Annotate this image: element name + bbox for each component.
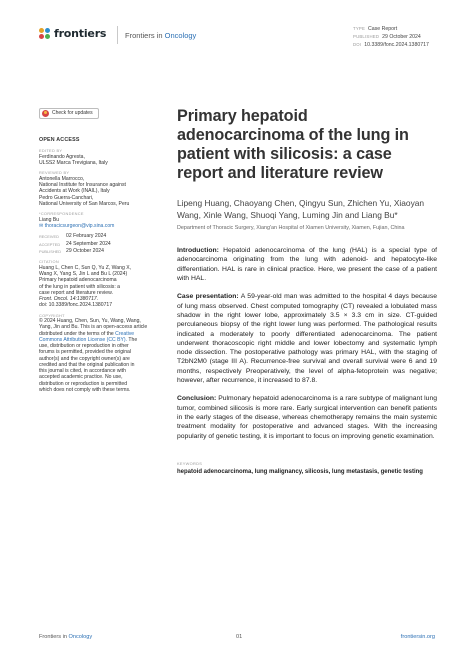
meta-doi[interactable]: DOI 10.3389/fonc.2024.1380717 xyxy=(353,42,429,49)
edited-line: ULSS2 Marca Trevigiana, Italy xyxy=(39,160,108,167)
copyright-line: © 2024 Huang, Chen, Sun, Yu, Wang, Wang, xyxy=(39,318,141,325)
footer-journal[interactable]: Frontiers in Oncology xyxy=(39,634,93,640)
reviewer-line: National Institute for Insurance against xyxy=(39,182,126,189)
frontiers-logo-icon xyxy=(39,28,51,40)
copyright-line: credited and that the original publication in xyxy=(39,361,135,368)
journal-name[interactable] xyxy=(125,31,196,40)
published-date: PUBLISHED 29 October 2024 xyxy=(39,247,104,254)
open-access-label: OPEN ACCESS xyxy=(39,137,80,143)
citation-line: case report and literature review. xyxy=(39,289,113,296)
received-date: RECEIVED 02 February 2024 xyxy=(39,233,107,240)
citation-line: doi: 10.3389/fonc.2024.1380717 xyxy=(39,302,113,309)
meta-type: TYPE Case Report xyxy=(353,26,398,32)
crossmark-icon xyxy=(42,110,49,117)
page-number: 01 xyxy=(236,634,243,640)
abstract-text: A 59-year-old man was admitted to the hospital 4 days because of lung mass observed. Chest computed tomography (CT) revealed a lobulated mass shadow in the right lower lobe, approximately 3.5 × 3.3 cm in size. CT-guided perculaneous biopsy of the right lower lung was performed. The pathological results indicated a moderately to poorly differentiated adenocarcinoma. The patient underwent thoracoscopic right middle and lower lobectomy and systematic lymph node dissection. The postoperative pathology was primary HAL, with the staging of T2bN2M0 (stage III A). Recurrence-free survival and overall survival were 6 and 19 months, respectively Preoperatively, the level of alpha-fetoprotein was negative; however, after recurrence, it increased to 87.8. xyxy=(177,293,437,385)
article-sidebar xyxy=(39,108,161,393)
license-link[interactable]: Creative xyxy=(115,330,135,337)
abstract-heading: Introduction: xyxy=(177,247,219,255)
reviewer-line: Accidents at Work (INAIL), Italy xyxy=(39,188,110,195)
copyright-line: use, distribution or reproduction in other xyxy=(39,343,129,350)
copyright-line: distribution or reproduction is permitted xyxy=(39,380,128,387)
dates-block xyxy=(39,233,161,255)
abstract-conclusion xyxy=(177,394,437,440)
abstract-case xyxy=(177,292,437,385)
copyright-line: forums is permitted, provided the original xyxy=(39,349,132,356)
copyright-line: which does not comply with these terms. xyxy=(39,386,131,393)
page-header xyxy=(39,25,439,47)
reviewed-by-label: REVIEWED BY xyxy=(39,170,70,176)
copyright-label: COPYRIGHT xyxy=(39,312,65,318)
meta-published: PUBLISHED 29 October 2024 xyxy=(353,34,421,41)
article-title: Primary hepatoid adenocarcinoma of the lung in patient with silicosis: a case report and literature review xyxy=(177,107,409,182)
article-meta xyxy=(353,25,429,50)
accepted-date: ACCEPTED 24 September 2024 xyxy=(39,240,111,247)
page-footer xyxy=(39,634,435,644)
check-for-updates-button[interactable]: Check for updates xyxy=(39,108,99,119)
author-list: Lipeng Huang, Chaoyang Chen, Qingyu Sun, Zhichen Yu, Xiaoyan Wang, Xinle Wang, Shuoqi Yang, Luming Jin and Liang Bu* xyxy=(177,198,425,220)
copyright-line: accepted academic practice. No use, xyxy=(39,374,123,381)
frontiers-logo[interactable] xyxy=(39,27,106,40)
reviewer-line: Pedro Guerra-Canchari, xyxy=(39,194,94,201)
correspondence-label: *CORRESPONDENCE xyxy=(39,211,84,217)
correspondence-name: Liang Bu xyxy=(39,216,60,223)
copyright-line: Commons Attribution License (CC BY). The xyxy=(39,336,138,343)
citation-line: Primary hepatoid adenocarcinoma xyxy=(39,277,117,284)
journal-accent: Oncology xyxy=(164,31,197,40)
edited-line: Ferdinando Agresta, xyxy=(39,153,85,160)
affiliation: Department of Thoracic Surgery, Xiang'an Hospital of Xiamen University, Xiamen, Fujian, China xyxy=(177,225,405,232)
copyright-line: author(s) and the copyright owner(s) are xyxy=(39,355,130,362)
keywords: hepatoid adenocarcinoma, lung malignancy, silicosis, lung metastasis, genetic testing xyxy=(177,468,423,475)
header-divider xyxy=(117,26,118,44)
keywords-label: KEYWORDS xyxy=(177,460,203,466)
citation-line: Front. Oncol. 14:1380717. xyxy=(39,296,99,303)
footer-site-link[interactable]: frontiersin.org xyxy=(400,634,435,640)
reviewer-line: Antonella Marrocco, xyxy=(39,175,85,182)
citation-line: of the lung in patient with silicosis: a xyxy=(39,283,120,290)
abstract-text: Hepatoid adenocarcinoma of the lung (HAL) is a special type of adenocarcinoma originating from the lung with adenoid- and hepatocyte-like differentiation. HAL is rare in clinical practice. Here, we present the case of a patient with HAL. xyxy=(177,247,437,283)
citation-line: Huang L, Chen C, Sun Q, Yu Z, Wang X, xyxy=(39,264,132,271)
copyright-line: Yang, Jin and Bu. This is an open-access article xyxy=(39,324,148,331)
citation-line: Wang X, Yang S, Jin L and Bu L (2024) xyxy=(39,271,128,278)
copyright-line: distributed under the terms of the Creative xyxy=(39,330,135,337)
logo-text: frontiers xyxy=(54,27,107,40)
reviewer-line: National University of San Marcos, Peru xyxy=(39,200,130,207)
abstract-text: Pulmonary hepatoid adenocarcinoma is a rare subtype of malignant lung tumor, combined silicosis is more rare. Early surgical intervention can benefit patients in the early stages of the disease, whereas chemotherapy remains the main systemic treatment modality for postoperative and advanced stages. With the increasing popularity of genetic testing, it is important to focus on improving genetic examination. xyxy=(177,395,437,440)
article-main xyxy=(177,107,437,475)
edited-by-label: EDITED BY xyxy=(39,148,63,154)
license-link[interactable]: Commons Attribution License (CC BY). xyxy=(39,336,128,343)
abstract-introduction xyxy=(177,246,437,283)
abstract-heading: Conclusion: xyxy=(177,395,217,403)
abstract-heading: Case presentation: xyxy=(177,293,239,301)
copyright-line: this journal is cited, in accordance with xyxy=(39,368,126,375)
journal-prefix: Frontiers in xyxy=(125,31,163,40)
email-icon: ✉ xyxy=(39,223,44,230)
citation-label: CITATION xyxy=(39,259,59,265)
correspondence-email-link[interactable]: ✉ thoracicsurgeon@vip.sina.com xyxy=(39,223,115,230)
